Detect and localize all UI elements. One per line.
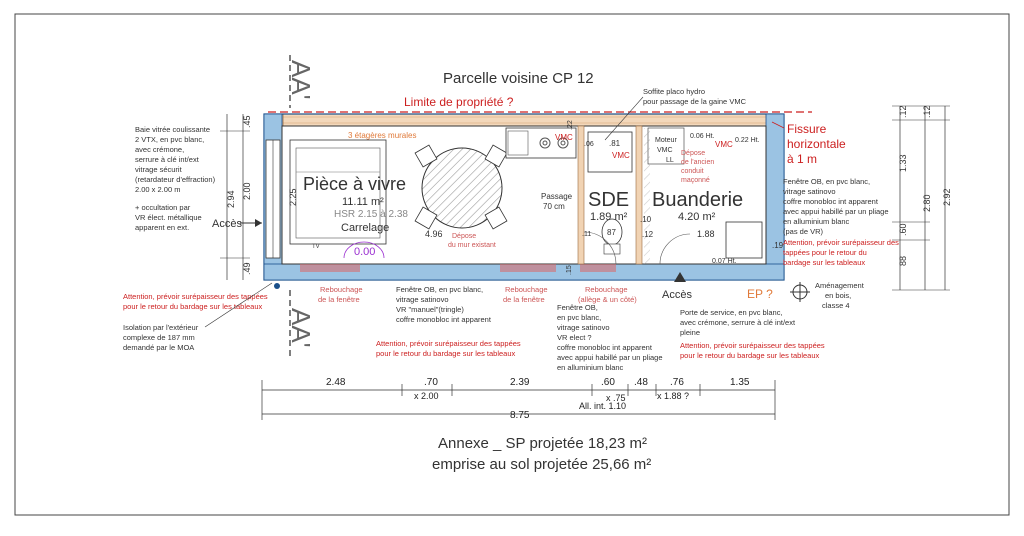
tv-label: TV [312, 244, 320, 250]
svg-text:Baie vitrée coulissante: Baie vitrée coulissante [135, 125, 211, 134]
svg-text:2.25: 2.25 [288, 188, 298, 206]
ep-label: EP ? [747, 287, 773, 301]
window-opening-3 [580, 264, 616, 272]
svg-text:vitrage satinovo: vitrage satinovo [783, 187, 836, 196]
footer-line-2: emprise au sol projetée 25,66 m² [432, 456, 652, 473]
svg-text:+ occultation par: + occultation par [135, 203, 191, 212]
svg-text:1.33: 1.33 [898, 154, 908, 172]
svg-text:.48: .48 [634, 377, 648, 388]
svg-text:coffre monobloc int apparent: coffre monobloc int apparent [396, 315, 491, 324]
dim-10: .10 [640, 215, 652, 224]
svg-text:en bois,: en bois, [825, 291, 852, 300]
vmc-label-1: VMC [555, 133, 573, 142]
fissure-1: Fissure [787, 122, 827, 136]
room-buanderie-name: Buanderie [652, 189, 744, 211]
depose-conduit-3: conduit [681, 168, 704, 175]
svg-text:vitrage sécurit: vitrage sécurit [135, 165, 182, 174]
svg-text:x .75: x .75 [606, 393, 626, 403]
svg-text:.70: .70 [424, 377, 438, 388]
right-notes-warning [783, 238, 899, 267]
fenetre-ob-vr-note [396, 285, 492, 324]
svg-text:Attention, prévoir surépaisseu: Attention, prévoir surépaisseur des tappées [123, 292, 268, 301]
dim-12: .12 [642, 230, 654, 239]
svg-text:Rebouchage: Rebouchage [320, 285, 363, 294]
svg-text:VR elect ?: VR elect ? [557, 333, 592, 342]
svg-text:.45: .45 [242, 115, 252, 128]
svg-text:.60: .60 [898, 223, 908, 236]
svg-text:8.75: 8.75 [510, 410, 530, 421]
ep-marker [274, 283, 280, 289]
svg-text:Porte de service, en pvc blanc: Porte de service, en pvc blanc, [680, 308, 783, 317]
svg-text:1.35: 1.35 [730, 377, 750, 388]
warning-mid [376, 339, 521, 358]
svg-text:2.94: 2.94 [226, 190, 236, 208]
property-limit-label: Limite de propriété ? [404, 95, 514, 109]
right-dimension-chain [892, 105, 952, 290]
svg-text:Aménagement: Aménagement [815, 281, 864, 290]
svg-text:x 1.88 ?: x 1.88 ? [657, 391, 690, 401]
svg-text:de la fenêtre: de la fenêtre [318, 295, 360, 304]
svg-text:avec appui habillé par un plia: avec appui habillé par un pliage [783, 207, 889, 216]
svg-text:classe 4: classe 4 [822, 301, 850, 310]
round-table [415, 145, 507, 229]
svg-text:en alluminium blanc: en alluminium blanc [783, 217, 850, 226]
shelves-label: 3 étagères murales [348, 131, 417, 140]
svg-text:.12: .12 [898, 105, 908, 118]
rebouchage-2 [503, 285, 548, 304]
room-sde-name: SDE [588, 189, 630, 211]
level-000: 0.00 [354, 246, 376, 258]
section-mark-top [286, 55, 316, 108]
svg-text:de la fenêtre: de la fenêtre [503, 295, 545, 304]
section-mark-bottom-text: AA' [286, 308, 316, 348]
svg-text:2.39: 2.39 [510, 377, 530, 388]
svg-text:x 2.00: x 2.00 [414, 391, 439, 401]
window-opening-2 [500, 264, 556, 272]
window-opening-1 [300, 264, 360, 272]
svg-text:serrure à clé int/ext: serrure à clé int/ext [135, 155, 199, 164]
svg-text:en pvc blanc,: en pvc blanc, [557, 313, 602, 322]
svg-text:apparent en ext.: apparent en ext. [135, 223, 190, 232]
room-piece-floor: Carrelage [341, 222, 390, 234]
section-mark-top-text: AA' [286, 60, 316, 100]
svg-text:en alluminium blanc: en alluminium blanc [557, 363, 624, 372]
svg-text:(retardateur d'effraction): (retardateur d'effraction) [135, 175, 216, 184]
depose-conduit-4: maçonné [681, 177, 710, 184]
warning-bottom-right [680, 341, 825, 360]
fissure-2: horizontale [787, 137, 846, 151]
svg-text:pleine: pleine [680, 328, 701, 337]
svg-text:All. int. 1.10: All. int. 1.10 [579, 401, 627, 411]
svg-text:pour le retour du bardage sur: pour le retour du bardage sur les tableaux [680, 351, 820, 360]
svg-text:Fenêtre OB,: Fenêtre OB, [557, 303, 598, 312]
dim-496: 4.96 [425, 229, 443, 239]
warning-left [123, 292, 268, 311]
svg-text:avec crémone, serrure à clé in: avec crémone, serrure à clé int/ext [680, 318, 796, 327]
passage-2: 70 cm [543, 202, 565, 211]
soffite-1: Soffite placo hydro [643, 87, 705, 96]
svg-text:2 VTX, en pvc blanc,: 2 VTX, en pvc blanc, [135, 135, 205, 144]
room-buanderie-area: 4.20 m² [678, 211, 716, 223]
svg-text:coffre monobloc int apparent: coffre monobloc int apparent [783, 197, 878, 206]
room-sde-area: 1.89 m² [590, 211, 628, 223]
dim-15: .15 [566, 265, 573, 275]
dim-022: 0.22 Ht. [735, 137, 760, 144]
svg-text:avec crémone,: avec crémone, [135, 145, 185, 154]
dim-87: 87 [607, 228, 616, 237]
svg-text:Fenêtre OB, en pvc blanc,: Fenêtre OB, en pvc blanc, [783, 177, 871, 186]
svg-text:2.00: 2.00 [242, 182, 252, 200]
soffite-2: pour passage de la gaine VMC [643, 97, 746, 106]
laundry-appliance [726, 222, 762, 258]
rebouchage-3 [578, 285, 637, 304]
moteur-2: VMC [657, 147, 673, 154]
svg-text:vitrage satinovo: vitrage satinovo [396, 295, 449, 304]
dim-11: .11 [582, 231, 592, 238]
amenagement-note [790, 281, 865, 310]
svg-text:Rebouchage: Rebouchage [505, 285, 548, 294]
fissure-3: à 1 m [787, 152, 818, 166]
svg-text:VR élect. métallique: VR élect. métallique [135, 213, 202, 222]
dim-81: .81 [609, 139, 621, 148]
svg-text:bardage sur les tableaux: bardage sur les tableaux [783, 258, 866, 267]
svg-text:(pas de VR): (pas de VR) [783, 227, 824, 236]
dim-22: .22 [567, 120, 574, 130]
dim-06: .06 [584, 141, 594, 148]
conduit-hatch [644, 128, 650, 264]
svg-text:.12: .12 [922, 105, 932, 118]
svg-text:2.92: 2.92 [942, 188, 952, 206]
parcel-label: Parcelle voisine CP 12 [443, 70, 594, 87]
svg-text:avec appui habillé par un plia: avec appui habillé par un pliage [557, 353, 663, 362]
svg-text:complexe de 187 mm: complexe de 187 mm [123, 333, 195, 342]
section-mark-bottom [286, 290, 316, 360]
svg-text:pour le retour du bardage sur: pour le retour du bardage sur les tableaux [376, 349, 516, 358]
svg-text:coffre monobloc int apparent: coffre monobloc int apparent [557, 343, 652, 352]
depose-conduit-1: Dépose [681, 150, 706, 157]
svg-text:88: 88 [898, 255, 908, 266]
depose-conduit-2: de l'ancien [681, 159, 715, 166]
svg-text:Attention, prévoir surépaisseu: Attention, prévoir surépaisseur des [783, 238, 899, 247]
depose-mur-1: Dépose [452, 233, 477, 240]
svg-text:.49: .49 [242, 262, 252, 275]
svg-text:Rebouchage: Rebouchage [585, 285, 628, 294]
svg-text:pour le retour du bardage sur: pour le retour du bardage sur les tableaux [123, 302, 263, 311]
room-piece-hsr: HSR 2.15 à 2.38 [334, 209, 408, 220]
footer-line-1: Annexe _ SP projetée 18,23 m² [438, 435, 648, 452]
vmc-label-2: VMC [612, 151, 630, 160]
svg-text:2.80: 2.80 [922, 194, 932, 212]
terrace-strip [283, 114, 768, 126]
rebouchage-1 [318, 285, 363, 304]
porte-note [680, 308, 796, 337]
dim-006: 0.06 Ht. [690, 133, 715, 140]
bottom-dimension-chain [262, 377, 775, 421]
partition-buanderie [636, 126, 642, 264]
wall-right [766, 114, 784, 280]
room-piece-name: Pièce à vivre [303, 174, 407, 194]
moteur-3: LL [666, 157, 674, 164]
svg-text:Attention, prévoir surépaisseu: Attention, prévoir surépaisseur des tappées [376, 339, 521, 348]
access-left-label: Accès [212, 218, 242, 230]
dim-19: .19 [772, 241, 784, 250]
right-notes-fenetre [783, 177, 889, 236]
svg-text:.60: .60 [601, 377, 615, 388]
passage-1: Passage [541, 192, 573, 201]
room-piece-area: 11.11 m² [342, 196, 384, 208]
svg-text:demandé par le MOA: demandé par le MOA [123, 343, 195, 352]
svg-text:tappées pour le retour du: tappées pour le retour du [783, 248, 867, 257]
depose-mur-2: du mur existant [448, 242, 496, 249]
dim-188: 1.88 [697, 229, 715, 239]
dim-007: 0.07 Ht. [712, 258, 737, 265]
svg-text:2.48: 2.48 [326, 377, 346, 388]
vmc-label-3: VMC [715, 140, 733, 149]
svg-text:.76: .76 [670, 377, 684, 388]
svg-text:2.00 x 2.00 m: 2.00 x 2.00 m [135, 185, 181, 194]
svg-text:Attention, prévoir surépaisseu: Attention, prévoir surépaisseur des tappées [680, 341, 825, 350]
svg-text:Isolation par l'extérieur: Isolation par l'extérieur [123, 323, 199, 332]
fenetre-ob-sde-note [557, 303, 663, 372]
svg-text:vitrage satinovo: vitrage satinovo [557, 323, 610, 332]
left-notes-baie [135, 125, 216, 232]
svg-text:Fenêtre OB, en pvc blanc,: Fenêtre OB, en pvc blanc, [396, 285, 484, 294]
svg-text:(allège & un côté): (allège & un côté) [578, 295, 637, 304]
access-bottom-label: Accès [662, 289, 692, 301]
moteur-1: Moteur [655, 137, 677, 144]
svg-text:VR "manuel"(tringle): VR "manuel"(tringle) [396, 305, 464, 314]
